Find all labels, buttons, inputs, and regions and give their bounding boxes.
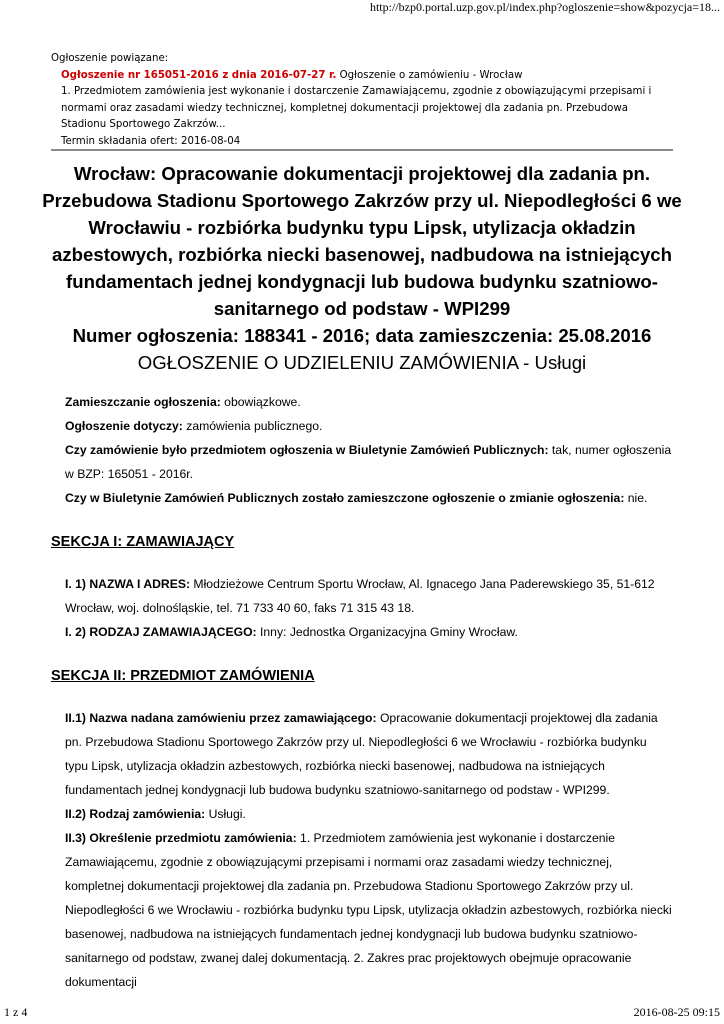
divider	[51, 149, 673, 151]
item-value: 1. Przedmiotem zamówienia jest wykonanie i dostarczenie Zamawiającemu, zgodnie z obowiązującymi przepisami i normami oraz zasadami wiedzy technicznej, kompletnej dokumentacji projektowej dla zadania pn. Przebudowa Stadionu Sportowego Zakrzów przy ul. Niepodległości 6 we Wrocławiu - rozbiórka budynku typu Lipsk, utylizacja okładzin azbestowych, rozbiórka niecki basenowej, nadbudowa na istniejących fundamentach jednej kondygnacji lub budowa budynku szatniowo-sanitarnego od podstaw, zwanej dalej dokumentacją. 2. Zakres prac projektowych obejmuje opracowanie dokumentacji	[65, 831, 672, 989]
notice-content	[51, 390, 673, 994]
title-block	[40, 160, 684, 376]
section-heading: SEKCJA I: ZAMAWIAJĄCY	[51, 534, 235, 550]
intro-item	[51, 438, 673, 486]
intro-label: Ogłoszenie dotyczy:	[65, 419, 183, 433]
section1-item	[51, 620, 673, 644]
section2-item	[51, 802, 673, 826]
related-notice	[51, 51, 673, 150]
intro-item	[51, 414, 673, 438]
intro-label: Czy w Biuletynie Zamówień Publicznych zostało zamieszczone ogłoszenie o zmianie ogłoszenia:	[65, 491, 625, 505]
intro-value: obowiązkowe.	[220, 395, 301, 409]
intro-value: tak, numer ogłoszenia w BZP: 165051 - 2016r.	[65, 443, 672, 481]
item-value: Usługi.	[205, 807, 246, 821]
related-description: 1. Przedmiotem zamówienia jest wykonanie i dostarczenie Zamawiającemu, zgodnie z obowiązującymi przepisami i normami oraz zasadami wiedzy technicznej, kompletnej dokumentacji projektowej dla zadania pn. Przebudowa Stadionu Sportowego Zakrzów...	[61, 86, 652, 130]
intro-value: nie.	[624, 491, 648, 505]
item-value: Młodzieżowe Centrum Sportu Wrocław, Al. Ignacego Jana Paderewskiego 35, 51-612 Wrocław, woj. dolnośląskie, tel. 71 733 40 60, faks 71 315 43 18.	[65, 577, 655, 615]
item-label: II.2) Rodzaj zamówienia:	[65, 807, 206, 821]
intro-value: zamówienia publicznego.	[182, 419, 323, 433]
notice-number: Numer ogłoszenia: 188341 - 2016; data zamieszczenia: 25.08.2016	[72, 325, 652, 346]
page-title: Wrocław: Opracowanie dokumentacji projektowej dla zadania pn. Przebudowa Stadionu Sportowego Zakrzów przy ul. Niepodległości 6 we Wrocławiu - rozbiórka budynku typu Lipsk, utylizacja okładzin azbestowych, rozbiórka niecki basenowej, nadbudowa na istniejących fundamentach jednej kondygnacji lub budowa budynku szatniowo-sanitarnego od podstaw - WPI299	[42, 163, 682, 319]
item-label: II.1) Nazwa nadana zamówieniu przez zamawiającego:	[65, 711, 377, 725]
section-heading: SEKCJA II: PRZEDMIOT ZAMÓWIENIA	[51, 668, 315, 684]
section2-item	[51, 706, 673, 802]
page-counter: 1 z 4	[4, 1005, 28, 1019]
item-label: II.3) Określenie przedmiotu zamówienia:	[65, 831, 297, 845]
related-link-suffix: Ogłoszenie o zamówieniu - Wrocław	[336, 69, 523, 81]
related-label: Ogłoszenie powiązane:	[51, 53, 169, 64]
item-label: I. 1) NAZWA I ADRES:	[65, 577, 191, 591]
intro-item	[51, 486, 673, 510]
related-deadline: Termin składania ofert: 2016-08-04	[61, 135, 241, 147]
related-entry	[51, 68, 673, 85]
print-header-url: http://bzp0.portal.uzp.gov.pl/index.php?ogloszenie=show&pozycja=18...	[369, 0, 720, 14]
intro-item	[51, 390, 673, 414]
notice-type: OGŁOSZENIE O UDZIELENIU ZAMÓWIENIA - Usługi	[137, 352, 587, 373]
item-value: Inny: Jednostka Organizacyjna Gminy Wrocław.	[256, 625, 518, 639]
item-label: I. 2) RODZAJ ZAMAWIAJĄCEGO:	[65, 625, 257, 639]
section2-item	[51, 826, 673, 994]
related-notice-link[interactable]: Ogłoszenie nr 165051-2016 z dnia 2016-07-27 r.	[61, 69, 337, 81]
intro-label: Czy zamówienie było przedmiotem ogłoszenia w Biuletynie Zamówień Publicznych:	[65, 443, 549, 457]
intro-label: Zamieszczanie ogłoszenia:	[65, 395, 221, 409]
section1-item	[51, 572, 673, 620]
print-timestamp: 2016-08-25 09:15	[633, 1005, 720, 1019]
item-value: Opracowanie dokumentacji projektowej dla zadania pn. Przebudowa Stadionu Sportowego Zakrzów przy ul. Niepodległości 6 we Wrocławiu - rozbiórka budynku typu Lipsk, utylizacja okładzin azbestowych, rozbiórka niecki basenowej, nadbudowa na istniejących fundamentach jednej kondygnacji lub budowa budynku szatniowo-sanitarnego od podstaw - WPI299.	[65, 711, 658, 797]
